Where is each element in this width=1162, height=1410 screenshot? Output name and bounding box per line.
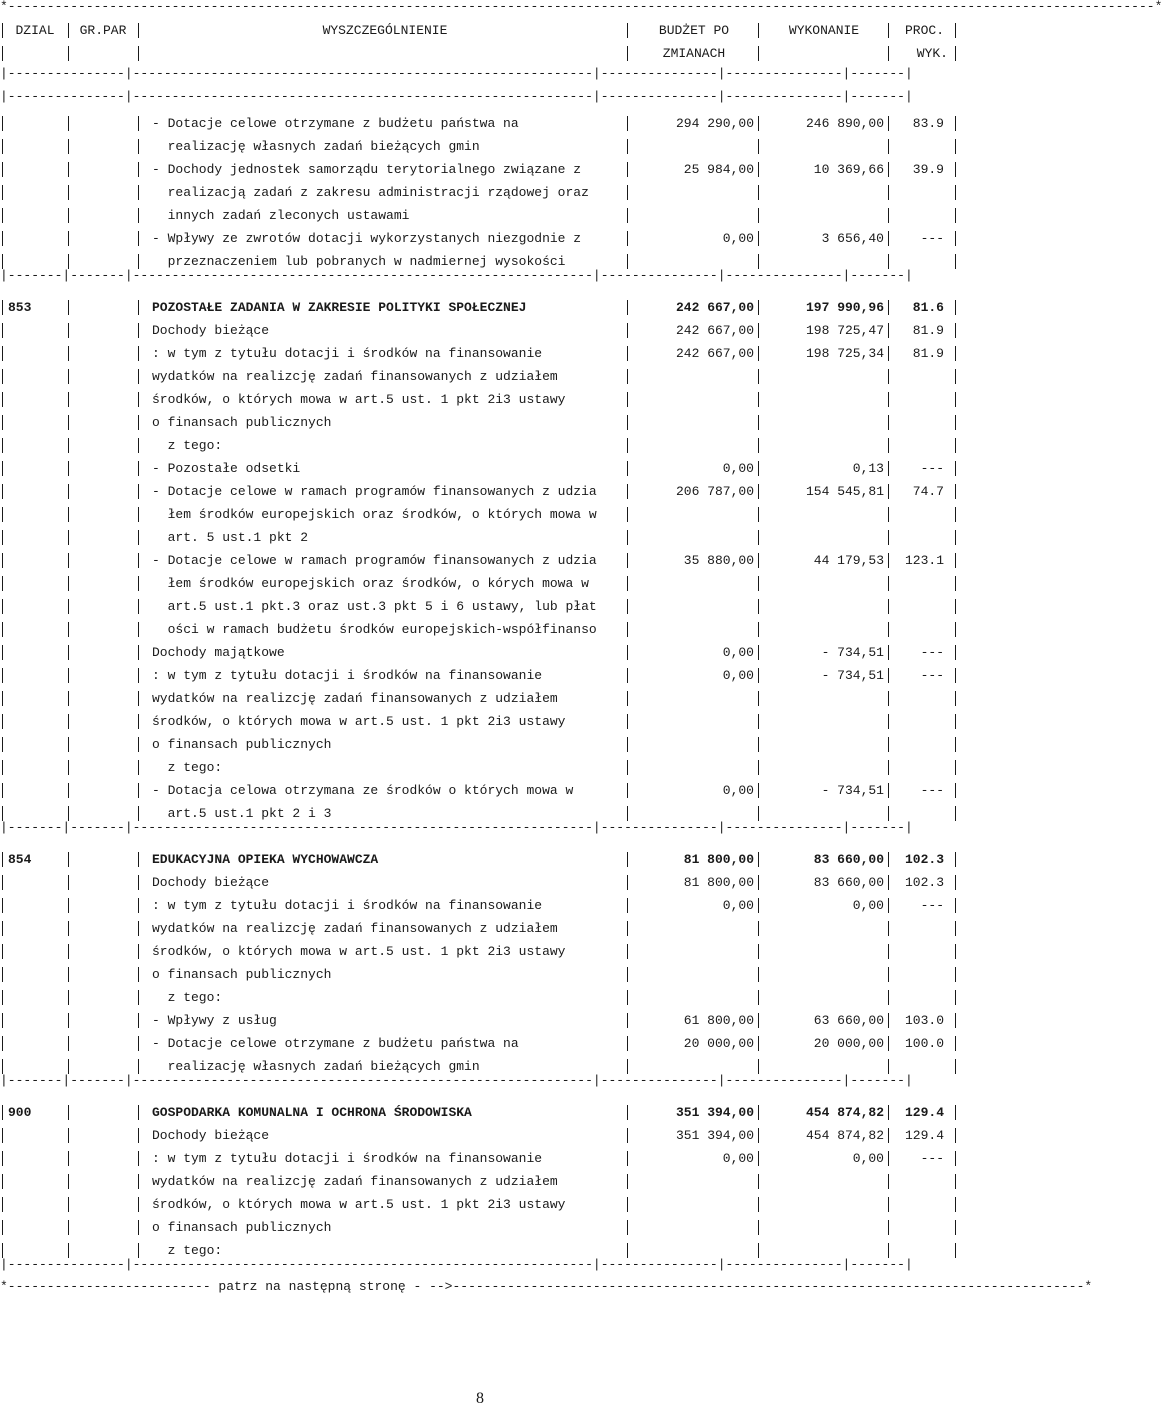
table-row (0, 181, 960, 204)
cell-wykonanie: 198 725,47 (805, 323, 884, 338)
cell-budzet (630, 618, 754, 641)
cell-description: o finansach publicznych (152, 415, 332, 430)
cell-budzet: 351 394,00 (675, 1105, 754, 1120)
cell-description: - Dotacja celowa otrzymana ze środków o których mowa w (152, 783, 574, 798)
cell-budzet: 294 290,00 (675, 116, 754, 131)
header-row-2 (0, 42, 960, 65)
cell-budzet (630, 687, 754, 710)
cell-description: art.5 ust.1 pkt 2 i 3 (152, 806, 332, 821)
table-row (0, 917, 960, 940)
cell-budzet (630, 1216, 754, 1239)
table-row (0, 618, 960, 641)
cell-proc: 100.0 (904, 1036, 944, 1051)
cell-proc: 74.7 (912, 484, 944, 499)
cell-budzet (630, 917, 754, 940)
cell-description: realizację własnych zadań bieżących gmin (152, 1059, 480, 1074)
cell-wykonanie (760, 526, 884, 549)
cell-proc: 123.1 (904, 553, 944, 568)
table-row (0, 687, 960, 710)
cell-description: - Wpływy ze zwrotów dotacji wykorzystanych niezgodnie z (152, 231, 582, 246)
table-row (0, 1124, 960, 1147)
cell-description: wydatków na realizcję zadań finansowanych z udziałem (152, 1174, 558, 1189)
cell-proc (890, 365, 944, 388)
cell-budzet (630, 204, 754, 227)
cell-budzet: 0,00 (722, 231, 754, 246)
cell-wykonanie: 83 660,00 (813, 852, 884, 867)
table-row (0, 158, 960, 181)
cell-budzet (630, 595, 754, 618)
cell-budzet (630, 986, 754, 1009)
cell-wykonanie (760, 940, 884, 963)
table-row (0, 365, 960, 388)
cell-description: - Dotacje celowe otrzymane z budżetu państwa na (152, 116, 519, 131)
cell-wykonanie (760, 733, 884, 756)
cell-description: Dochody bieżące (152, 323, 270, 338)
cell-description: realizację własnych zadań bieżących gmin (152, 139, 480, 154)
cell-budzet: 0,00 (722, 645, 754, 660)
cell-proc (890, 204, 944, 227)
table-row (0, 595, 960, 618)
cell-budzet (630, 963, 754, 986)
table-row (0, 871, 960, 894)
cell-dzial: 900 (8, 1105, 32, 1120)
header-separator-2: |---------------|-----------------------------------------------------------|---------------|---------------|-------| (0, 89, 913, 104)
cell-budzet: 35 880,00 (683, 553, 754, 568)
cell-description: z tego: (152, 438, 223, 453)
table-row (0, 411, 960, 434)
cell-budzet (630, 181, 754, 204)
cell-budzet (630, 940, 754, 963)
header-separator: |---------------|-----------------------------------------------------------|---------------|---------------|-------| (0, 66, 913, 81)
cell-proc (890, 687, 944, 710)
cell-proc: 81.9 (912, 323, 944, 338)
cell-description: środków, o których mowa w art.5 ust. 1 pkt 2i3 ustawy (152, 392, 566, 407)
col-proc-header: PROC. (904, 23, 944, 38)
table-row (0, 756, 960, 779)
cell-dzial: 853 (8, 300, 32, 315)
cell-wykonanie (760, 411, 884, 434)
cell-wykonanie: - 734,51 (821, 783, 884, 798)
cell-wykonanie: 198 725,34 (805, 346, 884, 361)
cell-proc (890, 986, 944, 1009)
table-row (0, 572, 960, 595)
table-row (0, 710, 960, 733)
continued-footer: *-------------------------- patrz na następną stronę - -->---------------------------------------------------------------------------------* (0, 1279, 1093, 1294)
cell-budzet: 0,00 (722, 1151, 754, 1166)
cell-description: EDUKACYJNA OPIEKA WYCHOWAWCZA (152, 852, 379, 867)
cell-wykonanie: 454 874,82 (805, 1105, 884, 1120)
cell-proc: 129.4 (904, 1105, 944, 1120)
table-row (0, 480, 960, 503)
cell-proc: 102.3 (904, 852, 944, 867)
cell-description: - Dotacje celowe w ramach programów finansowanych z udzia (152, 484, 597, 499)
cell-description: art. 5 ust.1 pkt 2 (152, 530, 309, 545)
cell-wykonanie: 44 179,53 (813, 553, 884, 568)
cell-budzet: 0,00 (722, 898, 754, 913)
cell-proc: --- (920, 461, 944, 476)
cell-description: - Wpływy z usług (152, 1013, 277, 1028)
cell-budzet: 25 984,00 (683, 162, 754, 177)
cell-wykonanie: 63 660,00 (813, 1013, 884, 1028)
cell-proc: --- (920, 645, 944, 660)
cell-proc (890, 181, 944, 204)
col-wykonanie-header: WYKONANIE (788, 23, 860, 38)
cell-wykonanie (760, 1193, 884, 1216)
table-row (0, 733, 960, 756)
cell-wykonanie: 197 990,96 (805, 300, 884, 315)
cell-proc: --- (920, 898, 944, 913)
cell-description: łem środków europejskich oraz środków, o kórych mowa w (152, 576, 589, 591)
cell-budzet (630, 733, 754, 756)
table-row (0, 986, 960, 1009)
table-row (0, 963, 960, 986)
cell-proc (890, 1170, 944, 1193)
cell-wykonanie (760, 503, 884, 526)
cell-description: Dochody bieżące (152, 875, 270, 890)
cell-wykonanie: 0,00 (852, 898, 884, 913)
cell-proc (890, 1216, 944, 1239)
cell-wykonanie: 154 545,81 (805, 484, 884, 499)
cell-wykonanie (760, 595, 884, 618)
cell-description: - Dotacje celowe otrzymane z budżetu państwa na (152, 1036, 519, 1051)
cell-wykonanie: - 734,51 (821, 645, 884, 660)
cell-description: o finansach publicznych (152, 967, 332, 982)
cell-budzet: 206 787,00 (675, 484, 754, 499)
cell-description: Dochody bieżące (152, 1128, 270, 1143)
cell-proc: --- (920, 668, 944, 683)
cell-description: : w tym z tytułu dotacji i środków na finansowanie (152, 668, 543, 683)
cell-proc: 129.4 (904, 1128, 944, 1143)
cell-wykonanie (760, 572, 884, 595)
section-row (0, 848, 960, 871)
cell-description: realizacją zadań z zakresu administracji rządowej oraz (152, 185, 589, 200)
cell-budzet (630, 526, 754, 549)
cell-budzet: 0,00 (722, 783, 754, 798)
cell-description: wydatków na realizcję zadań finansowanych z udziałem (152, 691, 558, 706)
section-separator: |-------|-------|-----------------------------------------------------------|---------------|---------------|-------| (0, 268, 913, 283)
table-row (0, 503, 960, 526)
cell-budzet (630, 434, 754, 457)
table-row (0, 1216, 960, 1239)
cell-wykonanie: 454 874,82 (805, 1128, 884, 1143)
cell-wykonanie (760, 181, 884, 204)
cell-proc (890, 733, 944, 756)
cell-budzet: 81 800,00 (683, 852, 754, 867)
cell-proc (890, 1193, 944, 1216)
cell-wykonanie (760, 365, 884, 388)
cell-description: art.5 ust.1 pkt.3 oraz ust.3 pkt 5 i 6 ustawy, lub płat (152, 599, 597, 614)
cell-proc (890, 434, 944, 457)
cell-wykonanie (760, 618, 884, 641)
cell-budzet (630, 135, 754, 158)
cell-description: łem środków europejskich oraz środków, o których mowa w (152, 507, 597, 522)
cell-budzet (630, 1170, 754, 1193)
cell-description: - Dotacje celowe w ramach programów finansowanych z udzia (152, 553, 597, 568)
table-row (0, 319, 960, 342)
cell-wykonanie (760, 756, 884, 779)
cell-wykonanie (760, 917, 884, 940)
cell-proc: --- (920, 1151, 944, 1166)
section-separator: |-------|-------|-----------------------------------------------------------|---------------|---------------|-------| (0, 820, 913, 835)
table-row (0, 664, 960, 687)
cell-budzet (630, 388, 754, 411)
cell-budzet (630, 572, 754, 595)
table-bottom-separator: |---------------|-----------------------------------------------------------|---------------|---------------|-------| (0, 1257, 913, 1272)
cell-proc: 83.9 (912, 116, 944, 131)
cell-proc: --- (920, 783, 944, 798)
cell-budzet: 81 800,00 (683, 875, 754, 890)
cell-wykonanie: 0,13 (852, 461, 884, 476)
cell-budzet: 20 000,00 (683, 1036, 754, 1051)
table-row (0, 1032, 960, 1055)
table-row (0, 1193, 960, 1216)
col-proc-header-2: WYK. (916, 46, 948, 61)
table-row (0, 227, 960, 250)
table-row (0, 342, 960, 365)
cell-proc (890, 135, 944, 158)
cell-budzet (630, 756, 754, 779)
table-row (0, 204, 960, 227)
cell-description: Dochody majątkowe (152, 645, 285, 660)
cell-description: o finansach publicznych (152, 1220, 332, 1235)
top-border: *---------------------------------------------------------------------------------------------------------------------------------------------------* (0, 0, 1162, 14)
cell-proc: 81.6 (912, 300, 944, 315)
cell-wykonanie (760, 135, 884, 158)
table-row (0, 549, 960, 572)
table-row (0, 526, 960, 549)
cell-proc (890, 411, 944, 434)
table-row (0, 940, 960, 963)
table-row (0, 457, 960, 480)
section-separator: |-------|-------|-----------------------------------------------------------|---------------|---------------|-------| (0, 1073, 913, 1088)
cell-proc (890, 572, 944, 595)
cell-description: o finansach publicznych (152, 737, 332, 752)
cell-budzet (630, 710, 754, 733)
cell-wykonanie: 246 890,00 (805, 116, 884, 131)
table-row (0, 779, 960, 802)
table-row (0, 434, 960, 457)
cell-proc: 102.3 (904, 875, 944, 890)
cell-proc (890, 526, 944, 549)
cell-proc (890, 963, 944, 986)
cell-wykonanie: 3 656,40 (821, 231, 884, 246)
cell-proc (890, 388, 944, 411)
cell-proc (890, 503, 944, 526)
cell-proc (890, 618, 944, 641)
cell-wykonanie (760, 388, 884, 411)
cell-wykonanie (760, 1170, 884, 1193)
cell-description: wydatków na realizcję zadań finansowanych z udziałem (152, 369, 558, 384)
cell-description: GOSPODARKA KOMUNALNA I OCHRONA ŚRODOWISKA (152, 1105, 472, 1120)
col-grpar-header: GR.PAR (79, 23, 127, 38)
cell-description: wydatków na realizcję zadań finansowanych z udziałem (152, 921, 558, 936)
cell-wykonanie: 10 369,66 (813, 162, 884, 177)
cell-proc (890, 917, 944, 940)
cell-wykonanie: - 734,51 (821, 668, 884, 683)
cell-description: środków, o których mowa w art.5 ust. 1 pkt 2i3 ustawy (152, 714, 566, 729)
cell-budzet: 0,00 (722, 668, 754, 683)
cell-budzet: 242 667,00 (675, 346, 754, 361)
cell-budzet: 242 667,00 (675, 323, 754, 338)
cell-description: z tego: (152, 990, 223, 1005)
section-row (0, 1101, 960, 1124)
cell-description: : w tym z tytułu dotacji i środków na finansowanie (152, 898, 543, 913)
cell-proc: 81.9 (912, 346, 944, 361)
cell-description: z tego: (152, 760, 223, 775)
table-row (0, 1009, 960, 1032)
cell-budzet: 61 800,00 (683, 1013, 754, 1028)
cell-description: środków, o których mowa w art.5 ust. 1 pkt 2i3 ustawy (152, 1197, 566, 1212)
table-row (0, 1170, 960, 1193)
page-number: 8 (476, 1390, 484, 1407)
cell-wykonanie (760, 687, 884, 710)
cell-budzet: 351 394,00 (675, 1128, 754, 1143)
cell-dzial: 854 (8, 852, 32, 867)
cell-description: z tego: (152, 1243, 223, 1258)
cell-wykonanie: 83 660,00 (813, 875, 884, 890)
cell-proc: --- (920, 231, 944, 246)
cell-wykonanie (760, 204, 884, 227)
table-row (0, 894, 960, 917)
table-row (0, 388, 960, 411)
cell-proc (890, 756, 944, 779)
cell-wykonanie (760, 986, 884, 1009)
table-row (0, 135, 960, 158)
cell-description: ości w ramach budżetu środków europejskich-współfinanso (152, 622, 597, 637)
table-row (0, 1147, 960, 1170)
cell-description: : w tym z tytułu dotacji i środków na finansowanie (152, 1151, 543, 1166)
cell-description: - Dochody jednostek samorządu terytorialnego związane z (152, 162, 582, 177)
cell-wykonanie (760, 1216, 884, 1239)
section-row (0, 296, 960, 319)
cell-budzet: 242 667,00 (675, 300, 754, 315)
cell-wykonanie (760, 963, 884, 986)
cell-wykonanie (760, 710, 884, 733)
cell-wykonanie: 20 000,00 (813, 1036, 884, 1051)
cell-description: : w tym z tytułu dotacji i środków na finansowanie (152, 346, 543, 361)
cell-proc: 39.9 (912, 162, 944, 177)
table-row (0, 641, 960, 664)
cell-wykonanie (760, 434, 884, 457)
cell-description: - Pozostałe odsetki (152, 461, 301, 476)
cell-budzet: 0,00 (722, 461, 754, 476)
col-dzial-header: DZIAL (15, 23, 55, 38)
table-row (0, 112, 960, 135)
cell-budzet (630, 411, 754, 434)
cell-description: przeznaczeniem lub pobranych w nadmiernej wysokości (152, 254, 566, 269)
cell-description: POZOSTAŁE ZADANIA W ZAKRESIE POLITYKI SPOŁECZNEJ (152, 300, 527, 315)
cell-budzet (630, 503, 754, 526)
cell-proc (890, 940, 944, 963)
cell-description: innych zadań zleconych ustawami (152, 208, 410, 223)
cell-proc (890, 595, 944, 618)
header-row-1 (0, 19, 960, 42)
cell-proc (890, 710, 944, 733)
col-budzet-header: BUDŻET PO (658, 23, 730, 38)
cell-proc: 103.0 (904, 1013, 944, 1028)
cell-description: środków, o których mowa w art.5 ust. 1 pkt 2i3 ustawy (152, 944, 566, 959)
col-wyszczegolnienie-header: WYSZCZEGÓLNIENIE (322, 23, 448, 38)
col-budzet-header-2: ZMIANACH (662, 46, 726, 61)
cell-budzet (630, 365, 754, 388)
cell-wykonanie: 0,00 (852, 1151, 884, 1166)
cell-budzet (630, 1193, 754, 1216)
